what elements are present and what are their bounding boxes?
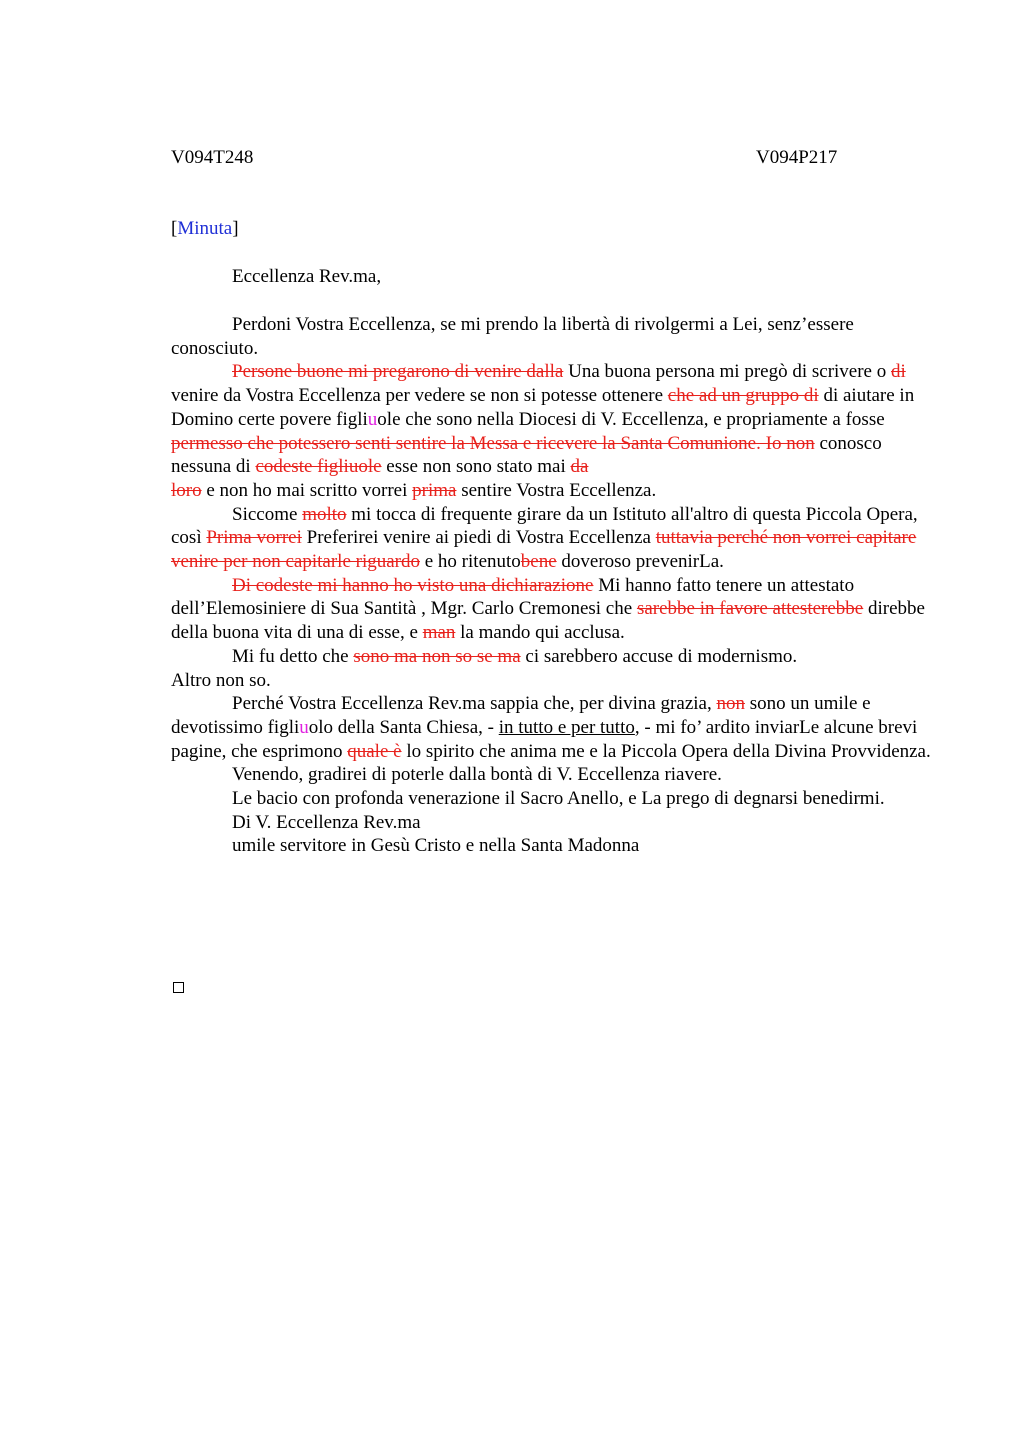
text: Siccome [232, 503, 303, 525]
deleted-text: man [422, 622, 456, 644]
deleted-text: da [570, 456, 589, 478]
underlined-text: in tutto e per tutto [498, 716, 635, 738]
text: ci sarebbero accuse di modernismo. [520, 645, 798, 667]
deleted-text: Di codeste mi hanno ho visto una dichiarazione [232, 574, 594, 596]
text: esse non sono stato mai [381, 456, 571, 478]
draft-label-word: Minuta [177, 218, 233, 239]
paragraph-5 [171, 645, 931, 669]
text: direbbe della buona vita di una di esse, e [171, 598, 925, 644]
text: Le bacio con profonda venerazione il Sacro Anello, e La prego di degnarsi benedirmi. [232, 788, 885, 810]
text: Preferirei venire ai piedi di Vostra Eccellenza [301, 527, 656, 549]
text: Perché Vostra Eccellenza Rev.ma sappia che, per divina grazia, [232, 693, 717, 715]
deleted-text: tuttavia perché non vorrei capitare venire per non capitarle riguardo [171, 527, 917, 573]
text: , - mi fo’ ardito inviarLe alcune brevi pagine, che esprimono [171, 716, 918, 762]
text: ole che sono nella Diocesi di V. Eccellenza, e propriamente a fosse [377, 408, 885, 430]
deleted-text: quale è [347, 740, 402, 762]
text: conosco nessuna di [171, 432, 882, 478]
text: mi tocca di frequente girare da un Istituto all'altro di questa Piccola Opera, così [171, 503, 918, 549]
bracket-open: [ [171, 218, 178, 239]
text: la mando qui acclusa. [455, 622, 625, 644]
text: e non ho mai scritto vorrei [201, 479, 413, 501]
deleted-text: sono ma non so se ma [353, 645, 521, 667]
bracket-close: ] [232, 218, 239, 239]
paragraph-2 [171, 360, 931, 502]
text: di aiutare in Domino certe povere figli [171, 385, 915, 430]
paragraph-3 [171, 503, 931, 574]
deleted-text: di [891, 361, 906, 383]
closing-line-1: Di V. Eccellenza Rev.ma [232, 811, 421, 833]
inserted-letter: u [367, 408, 378, 430]
text: sentire Vostra Eccellenza. [456, 479, 657, 501]
text: Mi fu detto che [232, 645, 354, 667]
text: e ho ritenuto [420, 551, 521, 573]
text: lo spirito che anima me e la Piccola Opera della Divina Provvidenza. [401, 740, 931, 762]
paragraph-9 [171, 787, 931, 811]
text: Una buona persona mi pregò di scrivere o [563, 361, 891, 383]
text: venire da Vostra Eccellenza per vedere se non si potesse ottenere [171, 385, 668, 407]
text: Venendo, gradirei di poterle dalla bontà di V. Eccellenza riavere. [232, 764, 722, 786]
deleted-text: non [716, 693, 745, 715]
deleted-text: permesso che potessero senti sentire la Messa e ricevere la Santa Comunione. Io non [171, 432, 815, 454]
deleted-text: Prima vorrei [206, 527, 302, 549]
document-ref-right: V094P217 [756, 147, 838, 168]
text: Altro non so. [171, 669, 271, 691]
deleted-text: sarebbe in favore attesterebbe [636, 598, 864, 620]
paragraph-6 [171, 669, 931, 693]
square-icon [173, 982, 184, 993]
deleted-text: molto [302, 503, 347, 525]
text: doveroso prevenirLa. [556, 551, 724, 573]
text: Perdoni Vostra Eccellenza, se mi prendo la libertà di rivolgermi a Lei, senz’essere conosciuto. [171, 314, 854, 359]
deleted-text: loro [171, 479, 202, 501]
deleted-text: che ad un gruppo di [667, 385, 819, 407]
text: sono un umile e devotissimo figli [171, 693, 871, 738]
paragraph-4 [171, 574, 931, 645]
salutation: Eccellenza Rev.ma, [232, 266, 382, 287]
letter-body [171, 313, 931, 858]
deleted-text: codeste figliuole [255, 456, 382, 478]
text: Mi hanno fatto tenere un attestato dell’Elemosiniere di Sua Santità , Mgr. Carlo Cremonesi che [171, 574, 855, 620]
deleted-text: Persone buone mi pregarono di venire dalla [232, 361, 564, 383]
paragraph-8 [171, 763, 931, 787]
deleted-text: prima [412, 479, 457, 501]
draft-label [171, 217, 239, 241]
closing-line-2: umile servitore in Gesù Cristo e nella Santa Madonna [232, 835, 640, 857]
paragraph-1 [171, 313, 931, 360]
document-ref-left: V094T248 [171, 147, 254, 168]
text: olo della Santa Chiesa, - [308, 716, 499, 738]
deleted-text: bene [520, 551, 557, 573]
paragraph-7 [171, 692, 931, 763]
inserted-letter: u [299, 716, 309, 738]
